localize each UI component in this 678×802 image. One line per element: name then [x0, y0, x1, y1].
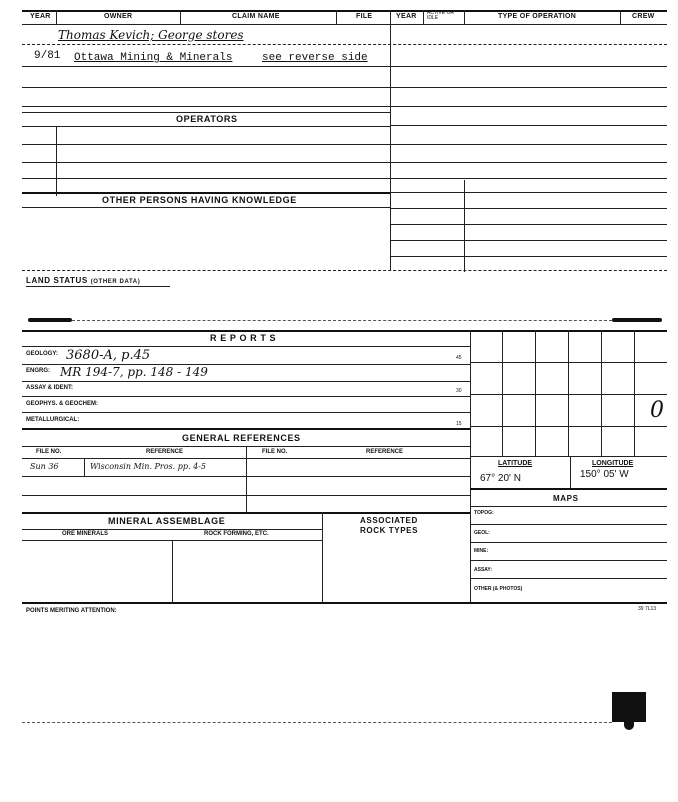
- header-type-of-operation: TYPE OF OPERATION: [498, 13, 577, 20]
- associated-rock-types-heading: ASSOCIATED ROCK TYPES: [360, 516, 419, 535]
- row-rule: [22, 87, 667, 88]
- divider: [56, 10, 57, 24]
- maps-rule: [470, 560, 667, 561]
- row-rule: [390, 125, 667, 126]
- maps-rule: [470, 542, 667, 543]
- grid-line: [568, 330, 569, 456]
- reports-rule: [22, 396, 470, 397]
- divider: [620, 10, 621, 24]
- operators-heading: OPERATORS: [176, 114, 238, 124]
- row-rule: [22, 44, 667, 45]
- header-rule: [22, 24, 667, 25]
- geophys-label: GEOPHYS. & GEOCHEM:: [26, 401, 99, 407]
- row-rule: [390, 208, 667, 209]
- mineral-rule: [22, 529, 322, 530]
- row-rule: [390, 240, 667, 241]
- divider: [470, 330, 471, 603]
- divider: [56, 126, 57, 196]
- margin-number: 30: [456, 388, 462, 394]
- other-persons-rule: [22, 207, 390, 208]
- divider: [180, 10, 181, 24]
- operators-rule: [22, 126, 390, 127]
- refs-rule: [22, 495, 470, 496]
- maps-rule: [470, 524, 667, 525]
- refs-header-file-no-1: FILE NO.: [36, 449, 62, 455]
- header-active-idle: ACTIVE OR IDLE: [427, 10, 454, 21]
- row-rule: [22, 144, 667, 145]
- engrg-value: MR 194-7, pp. 148 - 149: [60, 365, 208, 379]
- land-status-heading: LAND STATUS (OTHER DATA): [26, 276, 141, 285]
- scan-mark: [28, 318, 72, 322]
- grid-line: [470, 426, 667, 427]
- bottom-fold-line: [22, 722, 612, 723]
- other-persons-heading: OTHER PERSONS HAVING KNOWLEDGE: [102, 195, 297, 205]
- reports-rule: [22, 412, 470, 413]
- points-rule: [22, 602, 667, 604]
- divider: [464, 10, 465, 24]
- grid-line: [470, 394, 667, 395]
- mineral-assemblage-heading: MINERAL ASSEMBLAGE: [108, 516, 226, 526]
- ref-row-file-no: Sun 36: [30, 462, 59, 471]
- grid-line: [634, 330, 635, 456]
- reports-rule: [22, 428, 470, 430]
- grid-line: [502, 330, 503, 456]
- mineral-rule: [22, 512, 470, 514]
- row-rule: [22, 106, 667, 107]
- row-rule: [22, 178, 667, 179]
- form-code: 39 7L13: [638, 606, 657, 612]
- owner-row-2-year: 9/81: [34, 50, 61, 62]
- top-rule: [22, 10, 667, 12]
- longitude-label: LONGITUDE: [592, 460, 634, 467]
- owner-row-2-claim: see reverse side: [262, 52, 368, 64]
- geology-label: GEOLOGY:: [26, 351, 58, 357]
- longitude-value: 150° 05' W: [580, 469, 629, 480]
- rock-forming-label: ROCK FORMING, ETC.: [204, 531, 269, 537]
- grid-line: [470, 456, 667, 457]
- margin-number: 15: [456, 421, 462, 427]
- land-status-underline: [26, 286, 170, 287]
- maps-rule: [470, 578, 667, 579]
- maps-geol-label: GEOL:: [474, 530, 490, 536]
- divider: [423, 10, 424, 24]
- grid-line: [601, 330, 602, 456]
- general-references-heading: GENERAL REFERENCES: [182, 433, 301, 443]
- metallurgical-label: METALLURGICAL:: [26, 417, 80, 423]
- refs-header-reference-2: REFERENCE: [366, 449, 404, 455]
- divider: [570, 456, 571, 488]
- header-claim-name: CLAIM NAME: [232, 13, 280, 20]
- reports-top-rule: [22, 330, 667, 332]
- header-file: FILE: [356, 13, 373, 20]
- owner-row-1-owner: Thomas Kevich; George stores: [58, 28, 244, 42]
- row-rule: [390, 192, 667, 193]
- maps-mine-label: MINE:: [474, 548, 489, 554]
- operators-rule: [22, 112, 390, 113]
- scan-mark: [612, 692, 646, 722]
- geology-value: 3680-A, p.45: [66, 348, 151, 363]
- row-rule: [22, 66, 667, 67]
- reports-heading: R E P O R T S: [210, 333, 277, 343]
- other-persons-rule: [22, 192, 390, 194]
- refs-header-reference-1: REFERENCE: [146, 449, 184, 455]
- scan-mark: [624, 722, 634, 730]
- divider: [322, 512, 323, 602]
- latitude-label: LATITUDE: [498, 460, 533, 467]
- row-rule: [390, 224, 667, 225]
- grid-line: [535, 330, 536, 456]
- reports-rule: [22, 346, 470, 347]
- points-meriting-attention-label: POINTS MERITING ATTENTION:: [26, 608, 117, 614]
- margin-number: 45: [456, 355, 462, 361]
- latitude-value: 67° 20' N: [480, 473, 521, 484]
- header-year-2: YEAR: [396, 13, 417, 20]
- maps-rule: [470, 506, 667, 507]
- header-crew: CREW: [632, 13, 655, 20]
- maps-assay-label: ASSAY:: [474, 567, 493, 573]
- divider: [390, 10, 391, 270]
- divider: [84, 458, 85, 476]
- divider: [464, 180, 465, 272]
- assay-label: ASSAY & IDENT:: [26, 385, 74, 391]
- reports-rule: [22, 381, 470, 382]
- refs-header-file-no-2: FILE NO.: [262, 449, 288, 455]
- separator-dash: [72, 320, 612, 321]
- refs-rule: [22, 476, 470, 477]
- row-rule: [22, 270, 667, 271]
- divider: [172, 540, 173, 602]
- stamp-mark: 0: [650, 398, 664, 423]
- owner-row-2-owner: Ottawa Mining & Minerals: [74, 52, 233, 64]
- header-year: YEAR: [30, 13, 51, 20]
- maps-heading: MAPS: [553, 494, 579, 503]
- ref-row-reference: Wisconsin Min. Pros. pp. 4-5: [90, 462, 206, 471]
- scan-mark: [612, 318, 662, 322]
- engrg-label: ENGRG:: [26, 368, 50, 374]
- maps-topog-label: TOPOG:: [474, 510, 494, 516]
- ore-minerals-label: ORE MINERALS: [62, 531, 109, 537]
- row-rule: [22, 162, 667, 163]
- header-owner: OWNER: [104, 13, 133, 20]
- maps-rule: [470, 488, 667, 490]
- divider: [246, 446, 247, 514]
- maps-other-label: OTHER (& PHOTOS): [474, 586, 523, 592]
- divider: [336, 10, 337, 24]
- row-rule: [390, 256, 667, 257]
- grid-line: [470, 362, 667, 363]
